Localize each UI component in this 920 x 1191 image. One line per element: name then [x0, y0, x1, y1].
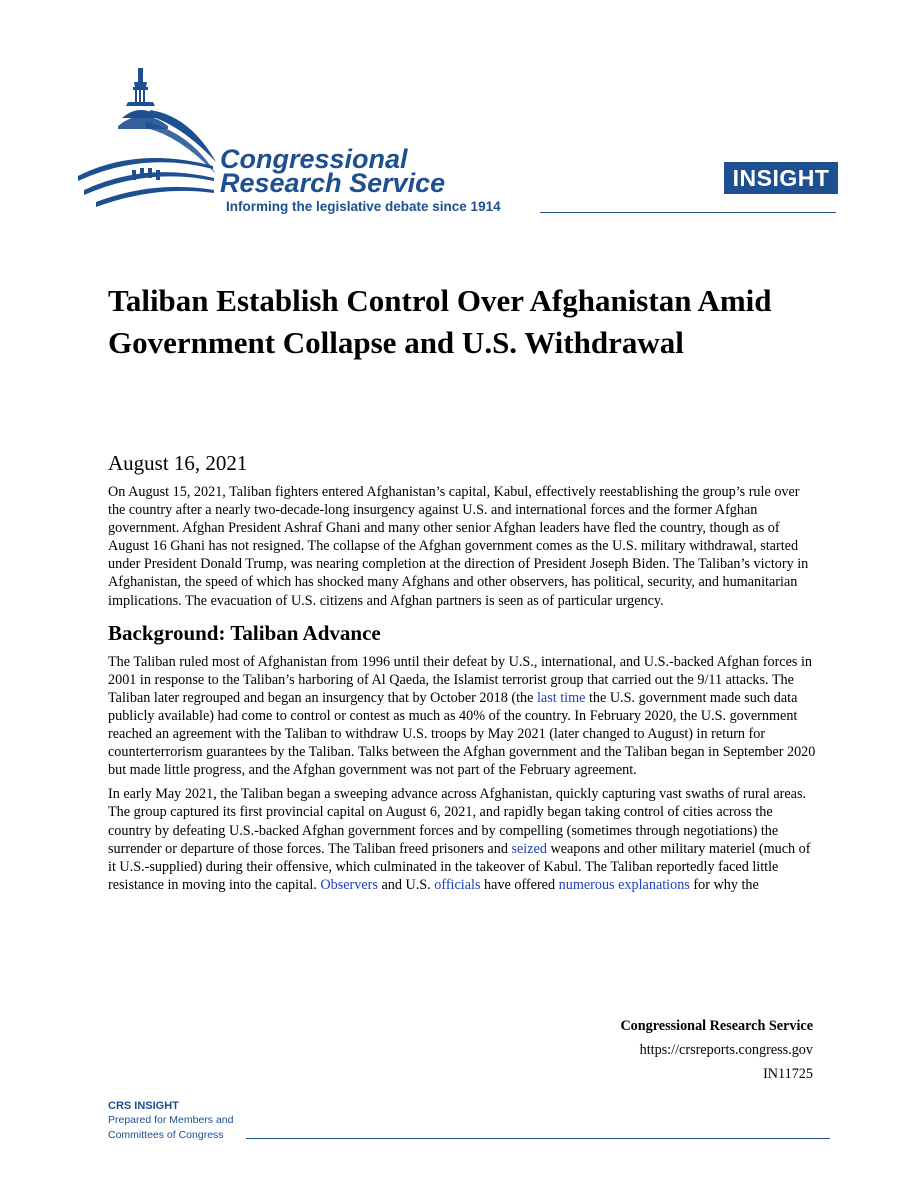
link-last-time[interactable]: last time — [536, 689, 586, 706]
prepared-for-line-1: Prepared for Members and — [108, 1114, 234, 1126]
background-paragraph-1 — [108, 653, 818, 780]
prepared-for-line-2: Committees of Congress — [108, 1129, 224, 1141]
intro-paragraph: On August 15, 2021, Taliban fighters entered Afghanistan’s capital, Kabul, effectively reestablishing the group’s rule over the country after a nearly two-decade-long insurgency against U.S. and international forces and the former Afghan government. Afghan President Ashraf Ghani and many other senior Afghan leaders have fled the country, though as of August 16 Ghani has not resigned. The collapse of the Afghan government comes as the U.S. military withdrawal, started under President Donald Trump, was nearing completion at the direction of President Joseph Biden. The Taliban’s victory in Afghanistan, the speed of which has shocked many Afghans and other observers, has political, security, and humanitarian implications. The evacuation of U.S. citizens and Afghan partners is seen as of particular urgency. — [108, 484, 809, 609]
logo-tagline: Informing the legislative debate since 1914 — [226, 199, 501, 214]
bottom-rule — [246, 1138, 830, 1139]
link-numerous-explanations[interactable]: numerous explanations — [558, 876, 690, 893]
crs-footer-block — [620, 1014, 813, 1086]
text-span: have offered — [480, 876, 559, 893]
logo-line-1: Congressional — [220, 144, 408, 174]
link-observers[interactable]: Observers — [320, 876, 378, 893]
header-rule — [540, 212, 836, 213]
text-span: The Taliban ruled most of Afghanistan from 1996 until their defeat by U.S., international, and U.S.-backed Afghan forces in 2001 in response to the Taliban’s harboring of Al Qaeda, the Islamist terrorist group that carried out the 9/11 attacks. The Taliban later regrouped and began an insurgency that by October 2018 (the — [108, 653, 813, 706]
insight-badge: INSIGHT — [724, 162, 838, 194]
text-span: weapons and other military materiel (much of it U.S.-supplied) during their offensive, which culminated in the takeover of Kabul. The Taliban reportedly faced little resistance in moving into the capital. — [108, 840, 811, 893]
footer-org: Congressional Research Service — [620, 1018, 813, 1034]
page-title: Taliban Establish Control Over Afghanistan Amid Government Collapse and U.S. Withdrawal — [108, 283, 772, 360]
link-seized[interactable]: seized — [511, 840, 547, 857]
article-body — [108, 483, 818, 900]
link-officials[interactable]: officials — [434, 876, 481, 893]
text-span: the U.S. government made such data publicly available) had come to control or contest as much as 40% of the country. In February 2020, the U.S. government reached an agreement with the Taliban to withdraw U.S. troops by May 2021 (later changed to August) in return for counterterrorism guarantees by the Taliban. Talks between the Afghan government and the Taliban began in September 2020 but made little progress, and the Afghan government was not part of the February agreement. — [108, 689, 816, 779]
text-span: In early May 2021, the Taliban began a sweeping advance across Afghanistan, quickly capturing vast swaths of rural areas. The group captured its first provincial capital on August 6, 2021, and rapidly began taking control of cities across the country by defeating U.S.-backed Afghan government forces and by compelling (sometimes through negotiations) the surrender or departure of those forces. The Taliban freed prisoners and — [108, 786, 807, 857]
series-name: CRS INSIGHT — [108, 1100, 179, 1112]
background-paragraph-2 — [108, 785, 818, 894]
text-span: for why the — [689, 876, 759, 893]
footer-url[interactable]: https://crsreports.congress.gov — [639, 1042, 813, 1058]
section-heading: Background: Taliban Advance — [108, 620, 381, 645]
crs-logo — [78, 66, 548, 226]
text-span: and U.S. — [377, 876, 435, 893]
publication-date: August 16, 2021 — [108, 451, 248, 475]
capitol-dome-icon — [78, 66, 228, 216]
logo-line-2: Research Service — [220, 168, 446, 198]
bottom-series-label — [108, 1100, 233, 1143]
footer-report-id: IN11725 — [763, 1066, 813, 1082]
